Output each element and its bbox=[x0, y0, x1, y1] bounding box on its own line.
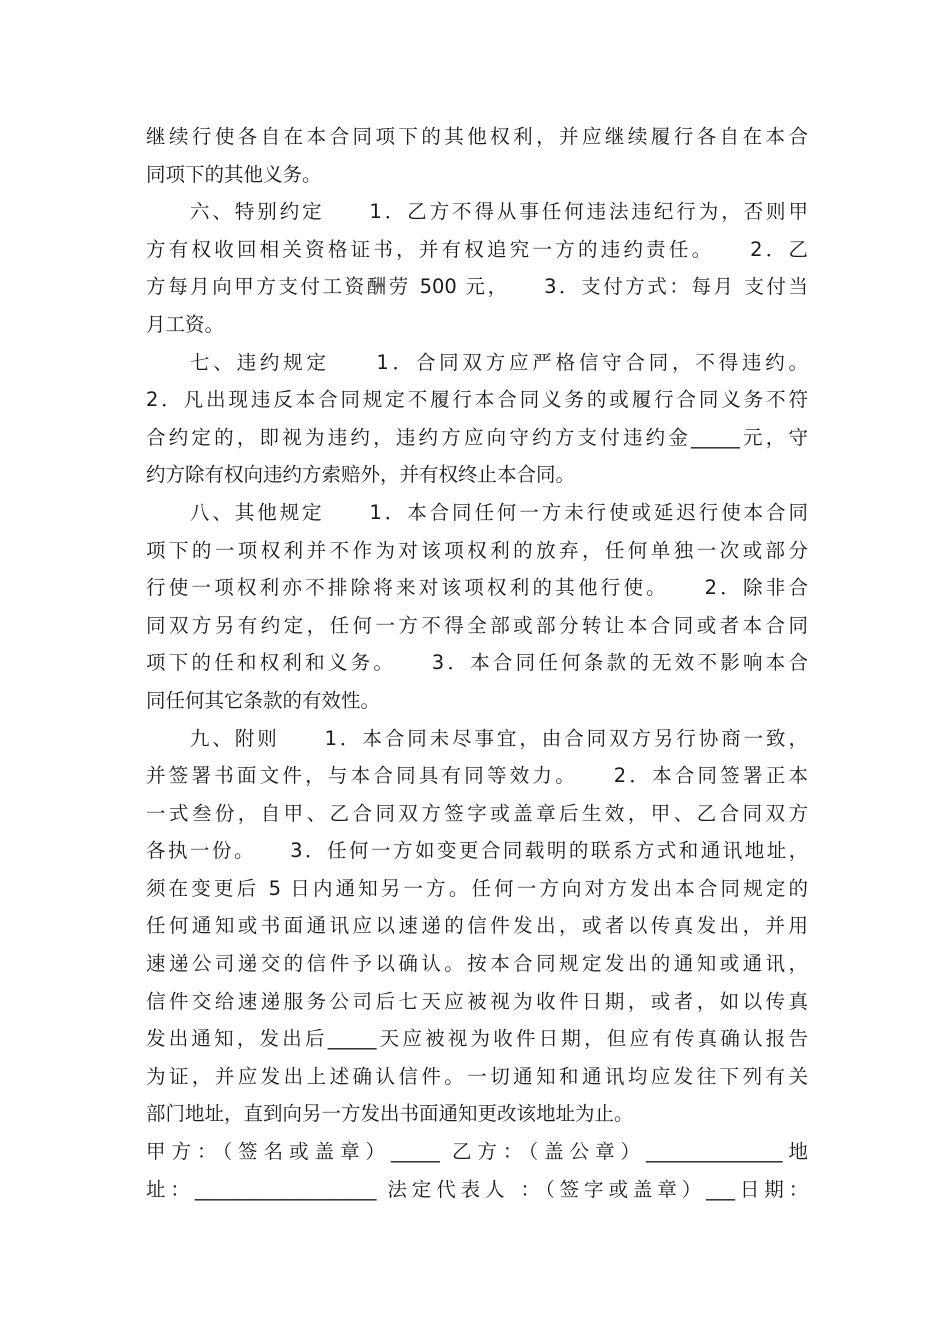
text-line: 月工资。 bbox=[146, 312, 225, 336]
text-line: 部门地址，直到向另一方发出书面通知更改该地址为止。 bbox=[146, 1102, 634, 1126]
text-line: 合约定的，即视为违约，违约方应向守约方支付违约金_____元，守 bbox=[146, 425, 808, 449]
text-line: 信件交给速递服务公司后七天应被视为收件日期，或者，如以传真 bbox=[146, 989, 808, 1013]
text-line: 任何通知或书面通讯应以速递的信件发出，或者以传真发出，并用 bbox=[146, 914, 808, 938]
text-line: 各执一份。 3．任何一方如变更合同载明的联系方式和通讯地址， bbox=[146, 839, 808, 863]
section-heading-special-terms: 六、特别约定 1．乙方不得从事任何违法违纪行为，否则甲 bbox=[190, 200, 808, 224]
text-line: 同双方另有约定，任何一方不得全部或部分转让本合同或者本合同 bbox=[146, 613, 808, 637]
text-line: 项下的任和权利和义务。 3．本合同任何条款的无效不影响本合 bbox=[146, 651, 808, 675]
text-line: 项下的一项权利并不作为对该项权利的放弃，任何单独一次或部分 bbox=[146, 538, 808, 562]
text-line: 为证，并应发出上述确认信件。一切通知和通讯均应发往下列有关 bbox=[146, 1064, 808, 1088]
section-heading-other-rules: 八、其他规定 1．本合同任何一方未行使或延迟行使本合同 bbox=[190, 500, 808, 524]
text-line: 发出通知，发出后_____天应被视为收件日期，但应有传真确认报告 bbox=[146, 1027, 808, 1051]
text-line: 一式叁份，自甲、乙合同双方签字或盖章后生效，甲、乙合同双方 bbox=[146, 801, 808, 825]
text-line: 行使一项权利亦不排除将来对该项权利的其他行使。 2．除非合 bbox=[146, 576, 808, 600]
text-line: 同项下的其他义务。 bbox=[146, 162, 322, 186]
text-line: 约方除有权向违约方索赔外，并有权终止本合同。 bbox=[146, 463, 576, 487]
signature-line-parties: 甲方：（签名或盖章）_____ 乙方：（盖公章）______________地 bbox=[146, 1140, 808, 1164]
text-line: 继续行使各自在本合同项下的其他权利，并应继续履行各自在本合 bbox=[146, 125, 808, 148]
contract-body bbox=[146, 118, 808, 1208]
text-line: 须在变更后 5 日内通知另一方。任何一方向对方发出本合同规定的 bbox=[146, 876, 808, 900]
section-heading-breach-rules: 七、违约规定 1．合同双方应严格信守合同，不得违约。 bbox=[190, 350, 808, 374]
section-heading-supplementary: 九、附则 1．本合同未尽事宜，由合同双方另行协商一致， bbox=[190, 726, 808, 750]
text-line: 速递公司递交的信件予以确认。按本合同规定发出的通知或通讯， bbox=[146, 952, 808, 976]
text-line: 并签署书面文件，与本合同具有同等效力。 2．本合同签署正本 bbox=[146, 764, 808, 788]
signature-line-address: 址：___________________ 法定代表人 ：（签字或盖章）___日期： bbox=[146, 1177, 808, 1201]
text-line: 2．凡出现违反本合同规定不履行本合同义务的或履行合同义务不符 bbox=[146, 388, 808, 412]
text-line: 方有权收回相关资格证书，并有权追究一方的违约责任。 2．乙 bbox=[146, 237, 808, 261]
text-line: 方每月向甲方支付工资酬劳 500 元， 3．支付方式：每月 支付当 bbox=[146, 275, 808, 299]
text-line: 同任何其它条款的有效性。 bbox=[146, 688, 381, 712]
